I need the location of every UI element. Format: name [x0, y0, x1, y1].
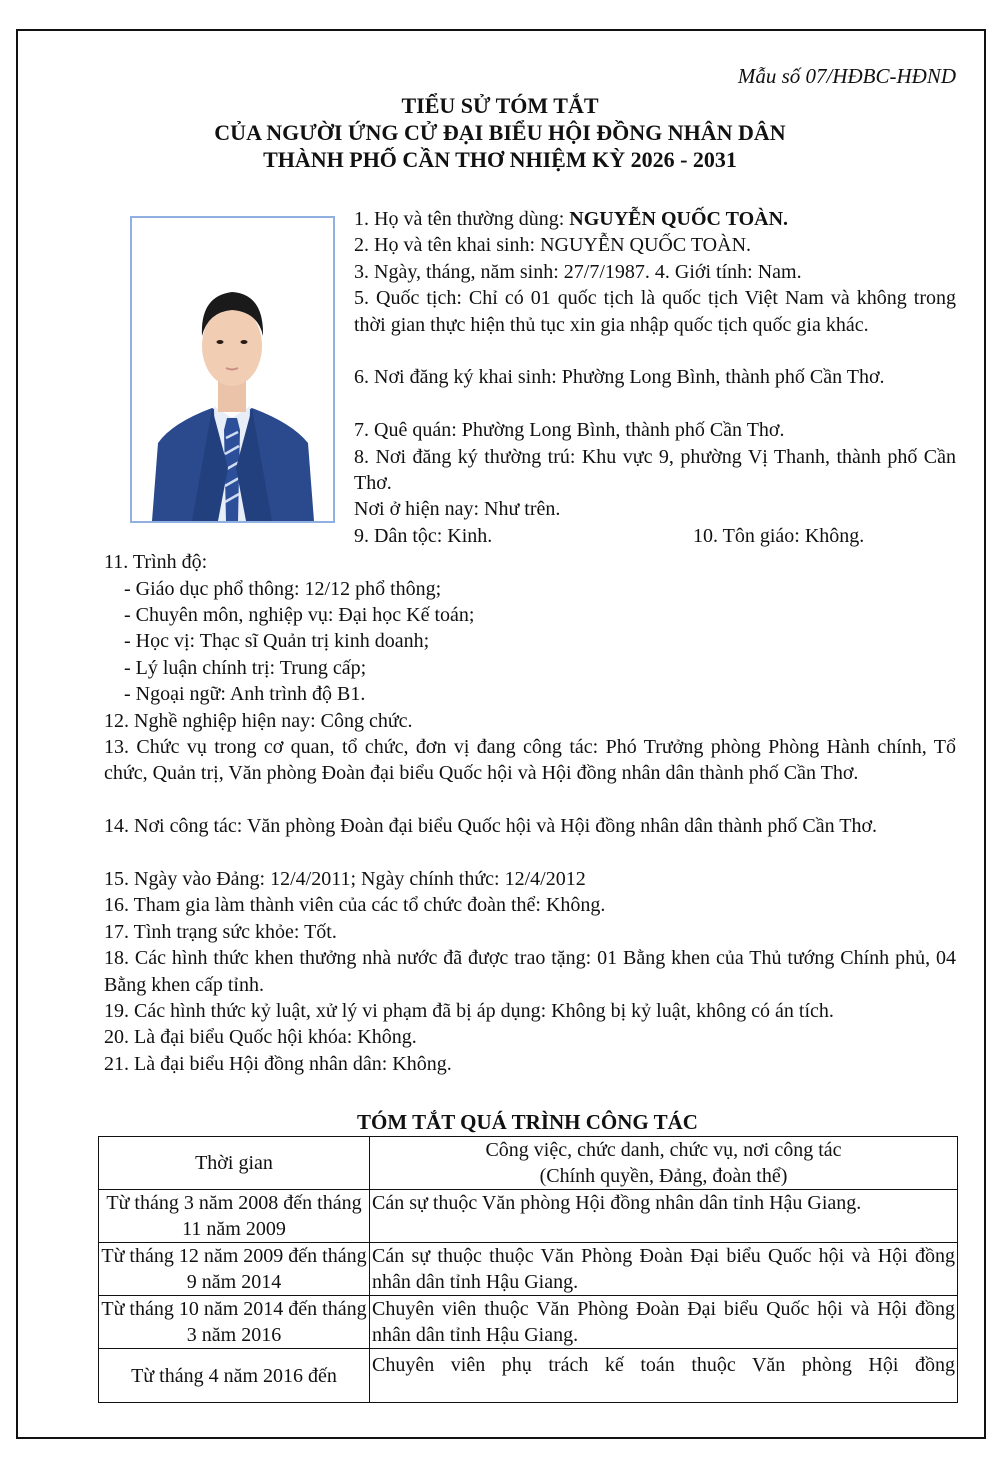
header-description	[370, 1137, 958, 1190]
field-birth-name: 2. Họ và tên khai sinh: NGUYỄN QUỐC TOÀN.	[354, 234, 752, 257]
field-hometown: 7. Quê quán: Phường Long Bình, thành phố Cần Thơ.	[354, 419, 785, 442]
row-description: Cán sự thuộc thuộc Văn Phòng Đoàn Đại biểu Quốc hội và Hội đồng nhân dân tỉnh Hậu Giang.	[370, 1243, 958, 1296]
field-workplace: 14. Nơi công tác: Văn phòng Đoàn đại biểu Quốc hội và Hội đồng nhân dân thành phố Cần Thơ.	[104, 815, 878, 838]
title-line-2: CỦA NGƯỜI ỨNG CỬ ĐẠI BIỂU HỘI ĐỒNG NHÂN DÂN	[214, 120, 786, 145]
candidate-name: NGUYỄN QUỐC TOÀN.	[569, 208, 789, 230]
table-row	[99, 1190, 958, 1243]
field-peoples-council: 21. Là đại biểu Hội đồng nhân dân: Không.	[104, 1052, 452, 1075]
field-birth-registration: 6. Nơi đăng ký khai sinh: Phường Long Bình, thành phố Cần Thơ.	[354, 366, 885, 389]
field-organizations: 16. Tham gia làm thành viên của các tổ chức đoàn thể: Không.	[104, 894, 606, 917]
field-nationality: 5. Quốc tịch: Chỉ có 01 quốc tịch là quốc tịch Việt Nam và không trong thời gian thực hiện thủ tục xin gia nhập quốc tịch quốc gia khác.	[354, 287, 956, 336]
education-item: - Giáo dục phổ thông: 12/12 phổ thông;	[124, 577, 442, 600]
work-history-table	[98, 1136, 958, 1403]
field-education-label: 11. Trình độ:	[104, 551, 208, 574]
work-history-title: TÓM TẮT QUÁ TRÌNH CÔNG TÁC	[357, 1110, 698, 1134]
field-health: 17. Tình trạng sức khỏe: Tốt.	[104, 920, 337, 943]
table-row	[99, 1243, 958, 1296]
header-desc-line-1: Công việc, chức danh, chức vụ, nơi công tác	[485, 1139, 842, 1161]
education-item: - Học vị: Thạc sĩ Quản trị kinh doanh;	[124, 630, 430, 653]
header-time: Thời gian	[99, 1137, 370, 1190]
education-item: - Lý luận chính trị: Trung cấp;	[124, 656, 367, 679]
table-row	[99, 1349, 958, 1403]
table-row	[99, 1296, 958, 1349]
field-current-residence: Nơi ở hiện nay: Như trên.	[354, 498, 561, 521]
field-label: 1. Họ và tên thường dùng:	[354, 208, 570, 230]
field-discipline: 19. Các hình thức kỷ luật, xử lý vi phạm đã bị áp dụng: Không bị kỷ luật, không có án tích.	[104, 1000, 834, 1022]
form-code: Mẫu số 07/HĐBC-HĐND	[737, 64, 956, 88]
title-line-1: TIỂU SỬ TÓM TẮT	[401, 93, 599, 118]
field-permanent-residence: 8. Nơi đăng ký thường trú: Khu vực 9, phường Vị Thanh, thành phố Cần Thơ.	[354, 445, 956, 494]
field-position: 13. Chức vụ trong cơ quan, tổ chức, đơn vị đang công tác: Phó Trưởng phòng Phòng Hành chính, Tổ chức, Quản trị, Văn phòng Đoàn đại biểu Quốc hội và Hội đồng nhân dân thành phố Cần Thơ.	[104, 736, 956, 785]
row-description: Chuyên viên phụ trách kế toán thuộc Văn phòng Hội đồng	[370, 1349, 958, 1403]
row-description: Cán sự thuộc Văn phòng Hội đồng nhân dân tỉnh Hậu Giang.	[370, 1190, 958, 1243]
title-line-3: THÀNH PHỐ CẦN THƠ NHIỆM KỲ 2026 - 2031	[263, 147, 737, 172]
field-ethnicity: 9. Dân tộc: Kinh.	[354, 524, 493, 547]
field-religion: 10. Tôn giáo: Không.	[693, 524, 865, 547]
field-common-name	[354, 206, 956, 232]
field-awards: 18. Các hình thức khen thưởng nhà nước đã được trao tặng: 01 Bằng khen của Thủ tướng Chính phủ, 04 Bằng khen cấp tỉnh.	[104, 947, 956, 996]
table-header-row	[99, 1137, 958, 1190]
row-time: Từ tháng 4 năm 2016 đến	[99, 1349, 370, 1403]
portrait-icon	[132, 218, 333, 521]
header-desc-line-2: (Chính quyền, Đảng, đoàn thể)	[539, 1165, 788, 1187]
education-item: - Chuyên môn, nghiệp vụ: Đại học Kế toán;	[124, 604, 475, 626]
field-party-dates: 15. Ngày vào Đảng: 12/4/2011; Ngày chính thức: 12/4/2012	[104, 868, 586, 890]
field-occupation: 12. Nghề nghiệp hiện nay: Công chức.	[104, 709, 413, 732]
row-time: Từ tháng 3 năm 2008 đến tháng 11 năm 2009	[99, 1190, 370, 1243]
row-time: Từ tháng 10 năm 2014 đến tháng 3 năm 2016	[99, 1296, 370, 1349]
portrait-photo	[130, 216, 335, 523]
field-national-assembly: 20. Là đại biểu Quốc hội khóa: Không.	[104, 1026, 417, 1049]
field-birthdate-gender: 3. Ngày, tháng, năm sinh: 27/7/1987. 4. Giới tính: Nam.	[354, 260, 802, 283]
row-time: Từ tháng 12 năm 2009 đến tháng 9 năm 2014	[99, 1243, 370, 1296]
row-description: Chuyên viên thuộc Văn Phòng Đoàn Đại biểu Quốc hội và Hội đồng nhân dân tỉnh Hậu Giang.	[370, 1296, 958, 1349]
education-item: - Ngoại ngữ: Anh trình độ B1.	[124, 683, 366, 706]
